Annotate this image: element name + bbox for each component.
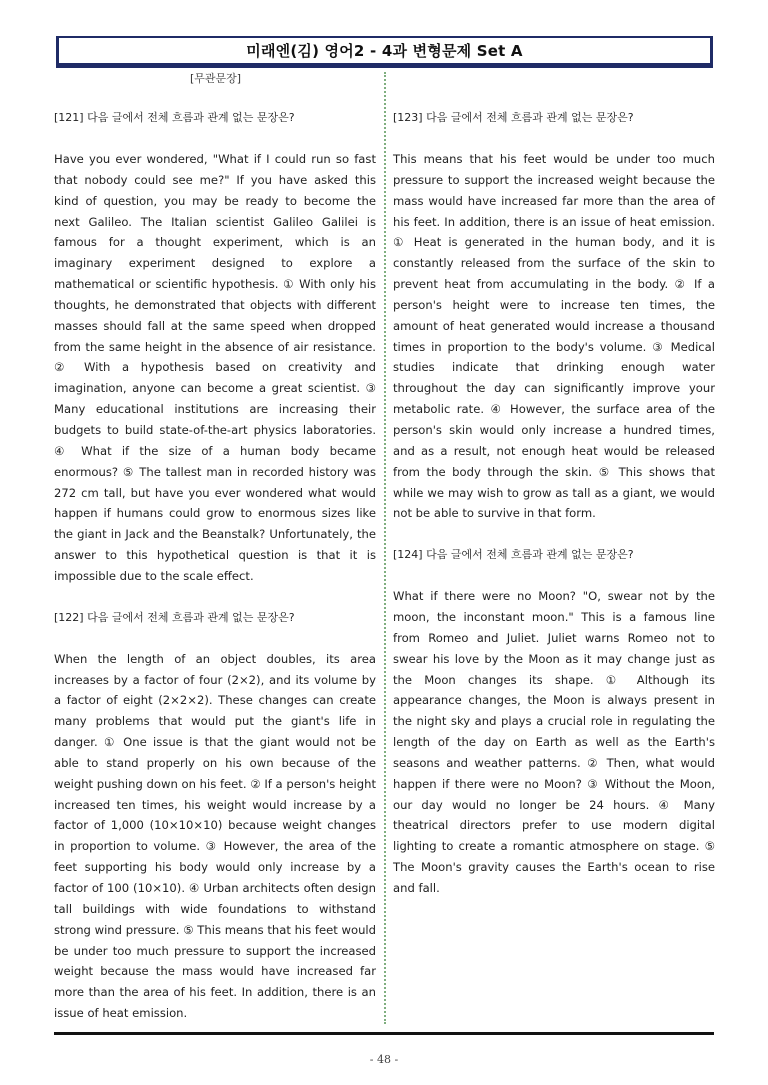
section-label: [무관문장]: [190, 72, 242, 85]
left-column: [54, 108, 376, 1024]
question-124-passage: What if there were no Moon? "O, swear not by the moon, the inconstant moon." This is a famous line from Romeo and Juliet. Juliet warns Romeo not to swear his love by the Moon as it may change just as the Moon changes its shape. ① Although its appearance changes, the Moon is always present in the night sky and plays a crucial role in regulating the length of the day on Earth as well as the Earth's seasons and weather patterns. ② Then, what would happen if there were no Moon? ③ Without the Moon, our day would no longer be 24 hours. ④ Many theatrical directors prefer to use modern digital lighting to create a romantic atmosphere on stage. ⑤ The Moon's gravity causes the Earth's ocean to rise and fall.: [393, 589, 715, 895]
footer-rule: [54, 1032, 714, 1035]
question-122-passage: When the length of an object doubles, its area increases by a factor of four (2×2), and its volume by a factor of eight (2×2×2). These changes can create many problems that would put the giant's life in danger. ① One issue is that the giant would not be able to stand properly on his own because of the weight pushing down on his feet. ② If a person's height increased ten times, his weight would increase by a factor of 1,000 (10×10×10) because weight changes in proportion to volume. ③ However, the area of the feet supporting his body would only increase by a factor of 100 (10×10). ④ Urban architects often design tall buildings with wide foundations to withstand strong wind pressure. ⑤ This means that his feet would be under too much pressure to support the increased weight because the mass would have increased far more than the area of his feet. In addition, there is an issue of heat emission.: [54, 651, 376, 1021]
question-122-heading: [122] 다음 글에서 전체 흐름과 관계 없는 문장은?: [54, 610, 295, 624]
page-title-box: [56, 36, 713, 65]
spacer: [54, 587, 376, 608]
question-121-passage: Have you ever wondered, "What if I could run so fast that nobody could see me?" If you have asked this kind of question, you may be ready to become the next Galileo. The Italian scientist Galileo Galilei is famous for a thought experiment, which is an imaginary experiment designed to explore a mathematical or scientific hypothesis. ① With only his thoughts, he demonstrated that objects with different masses should fall at the same speed when dropped from the same height in the absence of air resistance. ② With a hypothesis based on creativity and imagination, anyone can become a great scientist. ③ Many educational institutions are increasing their budgets to build state-of-the-art physics laboratories. ④ What if the size of a human body became enormous? ⑤ The tallest man in recorded history was 272 cm tall, but have you ever wondered what would happen if humans could grow to enormous sizes like the giant in Jack and the Beanstalk? Unfortunately, the answer to this hypothetical question is that it is impossible due to the scale effect.: [54, 152, 376, 583]
question-124-heading: [124] 다음 글에서 전체 흐름과 관계 없는 문장은?: [393, 548, 634, 562]
question-123-passage: This means that his feet would be under too much pressure to support the increased weight because the mass would have increased far more than the area of his feet. In addition, there is an issue of heat emission. ① Heat is generated in the human body, and it is constantly released from the surface of the skin to prevent heat from accumulating in the body. ② If a person's height were to increase ten times, the amount of heat generated would increase a thousand times in proportion to the body's volume. ③ Medical studies indicate that drinking enough water throughout the day can significantly improve your metabolic rate. ④ However, the surface area of the person's skin would only increase a hundred times, and as a result, not enough heat would be released from the body through the skin. ⑤ This shows that while we may wish to grow as tall as a giant, we would not be able to survive in that form.: [393, 152, 715, 521]
right-column: [393, 108, 715, 899]
spacer: [393, 524, 715, 545]
page-title: 미래엔(김) 영어2 - 4과 변형문제 Set A: [246, 42, 523, 60]
page-number: - 48 -: [369, 1053, 399, 1066]
column-divider: [384, 72, 386, 1024]
question-123-heading: [123] 다음 글에서 전체 흐름과 관계 없는 문장은?: [393, 111, 634, 124]
question-121-heading: [121] 다음 글에서 전체 흐름과 관계 없는 문장은?: [54, 111, 295, 124]
